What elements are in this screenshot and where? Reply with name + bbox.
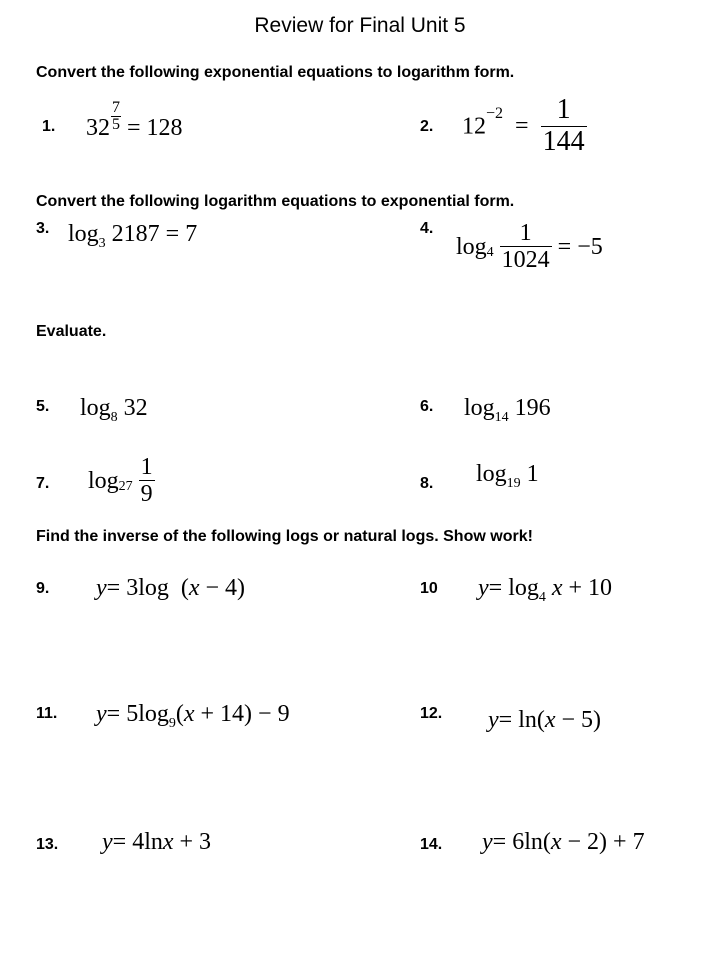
page-title: Review for Final Unit 5 bbox=[254, 14, 466, 37]
problem-7-label: 7. bbox=[36, 475, 50, 492]
problem-4-log: log bbox=[456, 233, 487, 260]
problem-5-log: log bbox=[80, 395, 111, 421]
problem-12-y: y bbox=[488, 707, 499, 733]
problem-11-tail: + 14) − 9 bbox=[194, 701, 290, 727]
problem-9-equation bbox=[96, 576, 245, 600]
problem-1-equation bbox=[86, 99, 183, 149]
problem-12-x: x bbox=[544, 707, 556, 733]
problem-1-exp-num: 7 bbox=[112, 99, 120, 116]
problem-12-tail: − 5) bbox=[555, 707, 602, 733]
problem-2-base: 12 bbox=[462, 113, 486, 140]
problem-11-x: x bbox=[183, 701, 195, 727]
problem-8-base: 19 bbox=[506, 476, 521, 491]
problem-13-label: 13. bbox=[36, 836, 59, 853]
problem-2-den: 144 bbox=[542, 125, 585, 157]
problem-2-equation bbox=[462, 95, 587, 158]
problem-11-open: ( bbox=[175, 701, 184, 727]
problem-11-eq: = 5log bbox=[106, 701, 169, 727]
problem-3-arg: 2187 = 7 bbox=[111, 221, 198, 247]
problem-11-base: 9 bbox=[168, 716, 176, 731]
problem-12-label: 12. bbox=[420, 705, 443, 722]
problem-8-arg: 1 bbox=[526, 461, 539, 487]
problem-1-exp-den: 5 bbox=[112, 116, 120, 133]
problem-1-rhs: = 128 bbox=[127, 115, 183, 141]
problem-10-y: y bbox=[478, 575, 489, 601]
problem-14-eq: = 6ln( bbox=[492, 829, 551, 855]
problem-8-label: 8. bbox=[420, 475, 434, 492]
problem-2-fraction bbox=[541, 95, 587, 158]
problem-6-label: 6. bbox=[420, 398, 434, 415]
problem-1-base: 32 bbox=[86, 115, 110, 141]
problem-4-num: 1 bbox=[500, 220, 552, 247]
problem-9-rhs: = 3log ( bbox=[106, 575, 189, 601]
problem-7-num: 1 bbox=[140, 454, 153, 480]
problem-7-log: log bbox=[88, 467, 119, 494]
problem-10-tail: + 10 bbox=[562, 575, 613, 601]
problem-7-base: 27 bbox=[118, 478, 133, 494]
section-inverse-heading: Find the inverse of the following logs or natural logs. Show work! bbox=[36, 528, 533, 545]
problem-3-label: 3. bbox=[36, 220, 50, 237]
problem-13-eq: = 4ln bbox=[112, 829, 163, 855]
problem-9-tail: − 4) bbox=[199, 575, 246, 601]
section-evaluate-heading: Evaluate. bbox=[36, 323, 107, 340]
problem-9-x: x bbox=[188, 575, 200, 601]
problem-2-num: 1 bbox=[541, 95, 587, 127]
problem-4-base: 4 bbox=[486, 244, 494, 260]
problem-5-arg: 32 bbox=[123, 395, 148, 421]
problem-4-fraction bbox=[500, 220, 552, 274]
problem-14-equation bbox=[482, 830, 645, 854]
problem-14-y: y bbox=[482, 829, 493, 855]
problem-9-label: 9. bbox=[36, 580, 50, 597]
problem-13-equation bbox=[102, 830, 211, 854]
problem-14-label: 14. bbox=[420, 836, 443, 853]
problem-2-label: 2. bbox=[420, 118, 434, 135]
problem-4-label: 4. bbox=[420, 220, 434, 237]
problem-3-base: 3 bbox=[98, 236, 106, 251]
problem-10-x: x bbox=[551, 575, 563, 601]
problem-9-y: y bbox=[96, 575, 107, 601]
problem-5-base: 8 bbox=[110, 410, 118, 425]
problem-3-equation bbox=[68, 221, 198, 251]
problem-7-fraction bbox=[139, 454, 155, 508]
problem-2-exponent: −2 bbox=[486, 105, 504, 123]
problem-11-label: 11. bbox=[36, 705, 58, 722]
problem-13-x: x bbox=[162, 829, 174, 855]
problem-13-y: y bbox=[102, 829, 113, 855]
section-log-to-exp-heading: Convert the following logarithm equations to exponential form. bbox=[36, 193, 515, 210]
problem-14-tail: − 2) + 7 bbox=[561, 829, 645, 855]
problem-7-expression bbox=[88, 454, 155, 508]
problem-13-tail: + 3 bbox=[173, 829, 212, 855]
problem-5-label: 5. bbox=[36, 398, 50, 415]
problem-12-eq: = ln( bbox=[498, 707, 545, 733]
problem-11-y: y bbox=[96, 701, 107, 727]
problem-1-label: 1. bbox=[42, 118, 56, 135]
problem-6-log: log bbox=[464, 395, 495, 421]
problem-6-base: 14 bbox=[494, 410, 509, 425]
problem-4-den: 1024 bbox=[501, 247, 550, 274]
problem-12-equation bbox=[488, 708, 601, 732]
problem-10-equation bbox=[478, 575, 613, 605]
problem-1-exponent bbox=[111, 100, 121, 133]
problem-4-equation bbox=[456, 220, 603, 274]
problem-10-label: 10 bbox=[420, 580, 438, 597]
problem-10-base: 4 bbox=[538, 590, 546, 605]
problem-10-eq: = log bbox=[488, 575, 539, 601]
problem-8-log: log bbox=[476, 461, 507, 487]
problem-5-expression bbox=[80, 395, 148, 425]
section-exp-to-log-heading: Convert the following exponential equations to logarithm form. bbox=[36, 64, 515, 81]
problem-7-den: 9 bbox=[140, 481, 153, 508]
problem-2-equals: = bbox=[515, 113, 529, 140]
problem-6-expression bbox=[464, 395, 551, 425]
problem-6-arg: 196 bbox=[514, 395, 551, 421]
problem-14-x: x bbox=[550, 829, 562, 855]
problem-3-log: log bbox=[68, 221, 99, 247]
problem-8-expression bbox=[476, 461, 539, 491]
problem-11-equation bbox=[96, 701, 290, 731]
problem-4-rhs: = −5 bbox=[557, 233, 603, 260]
